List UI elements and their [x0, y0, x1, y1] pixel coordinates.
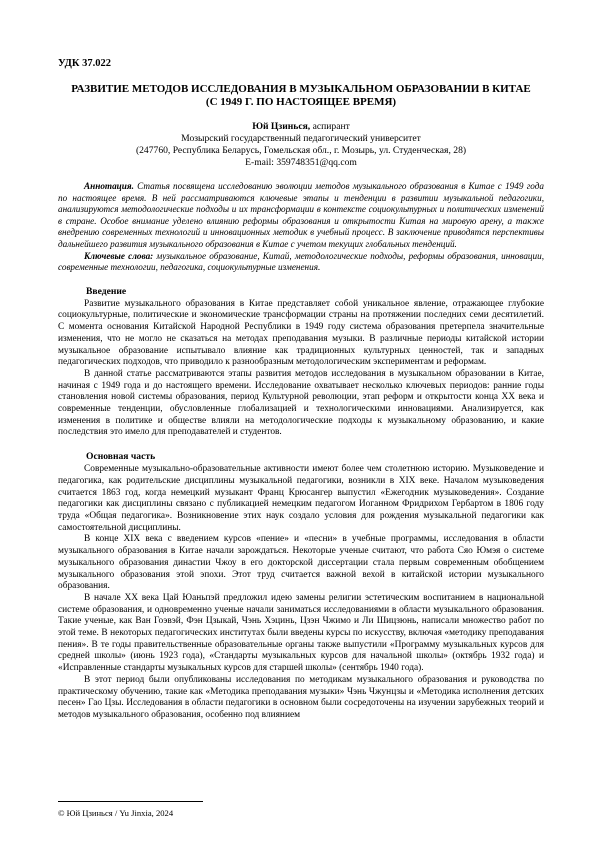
paragraph: Современные музыкально-образовательные активности имеют более чем столетнюю историю. Музыковедение и педагогика, как родительские дисциплины музыкальной педагогики, возникли в XIX веке. Началом музыковедения считается 1863 год, когда немецкий музыкант Франц Крюсангер выпустил «Ежегодник музыковедения». Создание педагогики как дисциплины связано с публикацией немецким педагогом Иоганном Фридрихом Гербартом в 1806 году труда «Общая педагогика». Возникновение этих наук создало условия для рождения музыкальной педагогики как самостоятельной дисциплины.	[58, 464, 544, 533]
author-name: Юй Цзинься,	[252, 121, 311, 132]
article-title	[58, 83, 544, 109]
paragraph: В конце XIX века с введением курсов «пение» и «песни» в учебные программы, исследования в области музыкального образования в Китае начали зарождаться. Некоторые ученые считают, что работа Сяо Юмэя о системе музыкального образования династии Чжоу в его докторской диссертации стала первым современным обобщением музыкального образования этой эпохи. Этот труд считается важной вехой в китайской истории музыкального образования.	[58, 534, 544, 592]
abstract-label: Аннотация.	[84, 181, 134, 191]
abstract-text: Статья посвящена исследованию эволюции методов музыкального образования в Китае с 1949 года по настоящее время. В ней рассматриваются ключевые этапы и тенденции в развитии музыкальной педагогики, анализируются методологические подходы и их трансформации в контексте социокультурных и политических изменений в стране. Особое внимание уделено влиянию реформы образования и открытости Китая на мировую арену, а также внедрению современных технологий и инновационных методик в учебный процесс. В заключение приводятся перспективы дальнейшего развития музыкального образования в Китае с учетом текущих глобальных тенденций.	[58, 181, 544, 249]
footnote-divider	[58, 801, 203, 802]
keywords-label: Ключевые слова:	[84, 250, 154, 261]
paragraph: В этот период были опубликованы исследования по методикам музыкального образования и руководства по практическому обучению, такие как «Методика преподавания музыки» Чэнь Чжунцзы и «Методика исполнения детских песен» Гао Цзы. Исследования в области педагогики в основном были сосредоточены на изучении зарубежных теорий и методов музыкального образования, особенно под влиянием	[58, 674, 544, 720]
affiliation-address: (247760, Республика Беларусь, Гомельская обл., г. Мозырь, ул. Студенческая, 28)	[135, 145, 467, 156]
article-page	[58, 58, 544, 722]
author-role: аспирант	[310, 121, 350, 132]
title-line-1: РАЗВИТИЕ МЕТОДОВ ИССЛЕДОВАНИЯ В МУЗЫКАЛЬНОМ ОБРАЗОВАНИИ В КИТАЕ	[71, 83, 531, 95]
affiliation-university: Мозырский государственный педагогический университет	[181, 133, 421, 144]
paragraph: В данной статье рассматриваются этапы развития методов исследования в музыкальном образовании в Китае, начиная с 1949 года и до настоящего времени. Исследование охватывает несколько ключевых периодов: ранние годы становления новой системы образования, период Культурной революции, этап реформ и открытости конца XX века и современные тенденции, обусловленные глобализацией и технологическими инновациями. Анализируется, как изменения в политике и обществе влияли на методологические подходы к музыкальному образованию, и какие последствия это имело для преподавателей и студентов.	[58, 368, 544, 438]
udk-code: УДК 37.022	[58, 58, 111, 69]
affiliation-email: E-mail: 359748351@qq.com	[245, 157, 357, 168]
copyright-footnote: © Юй Цзинься / Yu Jinxia, 2024	[58, 808, 174, 818]
section-heading-main: Основная часть	[86, 451, 156, 463]
paragraph: В начале XX века Цай Юаньпэй предложил идею замены религии эстетическим воспитанием в национальной системе образования, и одновременно ученые начали заниматься исследованиями в области музыкального образования. Такие ученые, как Ван Гоэвэй, Фэн Цзыкай, Чэнь Хэцинь, Цзэн Чжимо и Ли Шицзюнь, написали множество работ по этой теме. В некоторых педагогических институтах были введены курсы по искусству, включая «методику преподавания пения». В те годы правительственные образовательные органы также выпустили «Программу музыкальных курсов для средней школы» (июнь 1923 года), «Стандарты музыкальных курсов для начальной школы» (октябрь 1932 года) и «Исправленные стандарты музыкальных курсов для старшей школы» (сентябрь 1940 года).	[58, 592, 544, 674]
keywords	[58, 251, 544, 274]
abstract	[58, 181, 544, 251]
title-line-2: (С 1949 Г. ПО НАСТОЯЩЕЕ ВРЕМЯ)	[205, 96, 397, 108]
author-line	[58, 121, 544, 133]
section-heading-intro: Введение	[86, 285, 127, 297]
keywords-text: музыкальное образование, Китай, методологические подходы, реформы образования, инновации, современные технологии, педагогика, социокультурные изменения.	[58, 250, 544, 273]
paragraph: Развитие музыкального образования в Китае представляет собой уникальное явление, отражающее глубокие социокультурные, политические и экономические трансформации страны на протяжении последних семи десятилетий. С момента основания Китайской Народной Республики в 1949 году система образования претерпела значительные изменения, что не могло не сказаться на методах преподавания музыки. В различные периоды китайской истории музыкальное образование испытывало влияние как традиционных культурных ценностей, так и западных педагогических подходов, что приводило к разнообразным методологическим экспериментам и реформам.	[58, 298, 544, 368]
